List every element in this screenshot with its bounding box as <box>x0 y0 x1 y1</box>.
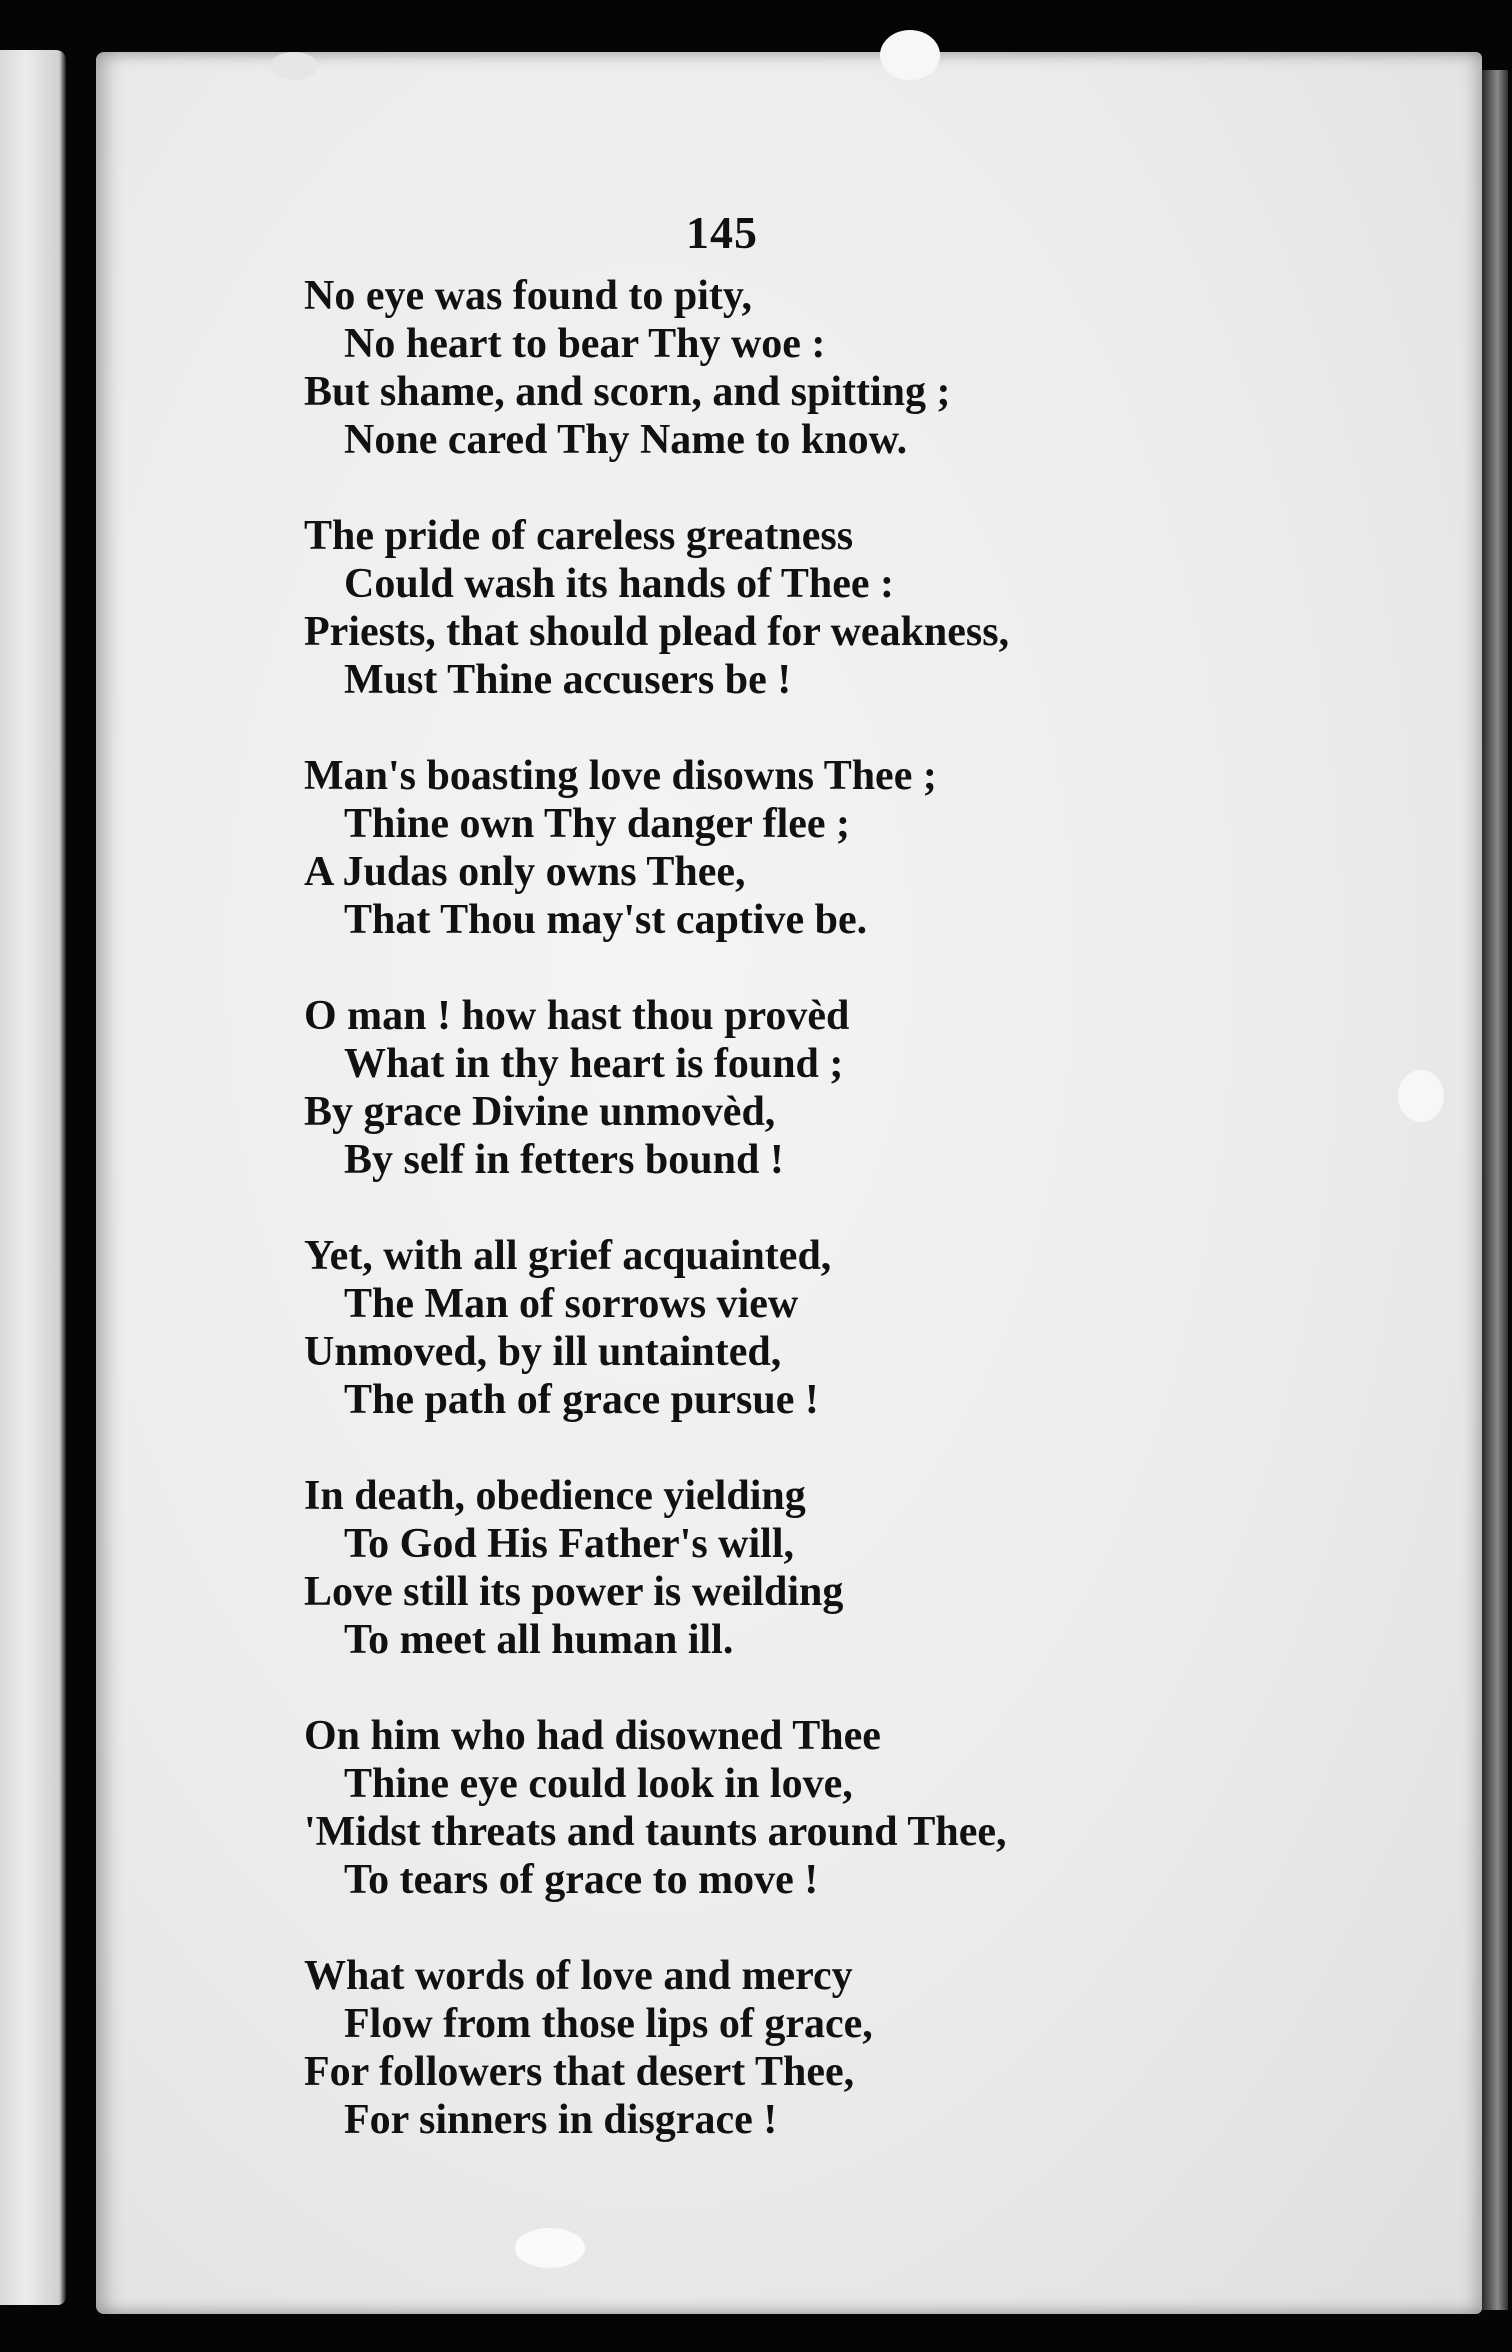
poem-line: Could wash its hands of Thee : <box>344 561 895 607</box>
poem-line: What words of love and mercy <box>304 1953 853 1999</box>
stanza <box>304 992 1009 1184</box>
poem-line: What in thy heart is found ; <box>344 1041 844 1087</box>
left-page-edge <box>0 50 66 2305</box>
stanza <box>304 752 1009 944</box>
poem-line: The path of grace pursue ! <box>344 1377 819 1423</box>
poem-line: Flow from those lips of grace, <box>344 2001 873 2047</box>
stanza <box>304 1232 1009 1424</box>
stanza <box>304 1472 1009 1664</box>
poem-line: In death, obedience yielding <box>304 1473 806 1519</box>
poem-line: By self in fetters bound ! <box>344 1137 784 1183</box>
poem-line: Thine eye could look in love, <box>344 1761 853 1807</box>
poem-line: But shame, and scorn, and spitting ; <box>304 369 951 415</box>
page-number: 145 <box>686 207 758 258</box>
poem-text <box>304 272 1009 2192</box>
poem-line: To tears of grace to move ! <box>344 1857 819 1903</box>
poem-line: 'Midst threats and taunts around Thee, <box>304 1809 1007 1855</box>
poem-line: Thine own Thy danger flee ; <box>344 801 851 847</box>
paper-tear-mark <box>270 52 318 80</box>
poem-line: To meet all human ill. <box>344 1617 734 1663</box>
poem-line: For followers that desert Thee, <box>304 2049 855 2095</box>
poem-line: No eye was found to pity, <box>304 273 753 319</box>
poem-line: A Judas only owns Thee, <box>304 849 746 895</box>
stanza <box>304 272 1009 464</box>
paper-tear-mark <box>880 30 940 80</box>
poem-line: That Thou may'st captive be. <box>344 897 868 943</box>
poem-line: The pride of careless greatness <box>304 513 854 559</box>
poem-line: On him who had disowned Thee <box>304 1713 881 1759</box>
poem-line: For sinners in disgrace ! <box>344 2097 778 2143</box>
poem-line: Man's boasting love disowns Thee ; <box>304 753 937 799</box>
poem-line: The Man of sorrows view <box>344 1281 799 1327</box>
poem-line: To God His Father's will, <box>344 1521 795 1567</box>
poem-line: No heart to bear Thy woe : <box>344 321 826 367</box>
poem-line: Priests, that should plead for weakness, <box>304 609 1010 655</box>
stanza <box>304 1952 1009 2144</box>
poem-line: Must Thine accusers be ! <box>344 657 792 703</box>
stanza <box>304 512 1009 704</box>
poem-line: O man ! how hast thou provèd <box>304 993 850 1039</box>
poem-line: Love still its power is weilding <box>304 1569 844 1615</box>
poem-line: Unmoved, by ill untainted, <box>304 1329 782 1375</box>
poem-line: None cared Thy Name to know. <box>344 417 908 463</box>
poem-line: By grace Divine unmovèd, <box>304 1089 776 1135</box>
paper-tear-mark <box>515 2228 585 2268</box>
stanza <box>304 1712 1009 1904</box>
poem-line: Yet, with all grief acquainted, <box>304 1233 832 1279</box>
right-page-edge <box>1482 70 1508 2310</box>
paper-tear-mark <box>1398 1070 1444 1122</box>
